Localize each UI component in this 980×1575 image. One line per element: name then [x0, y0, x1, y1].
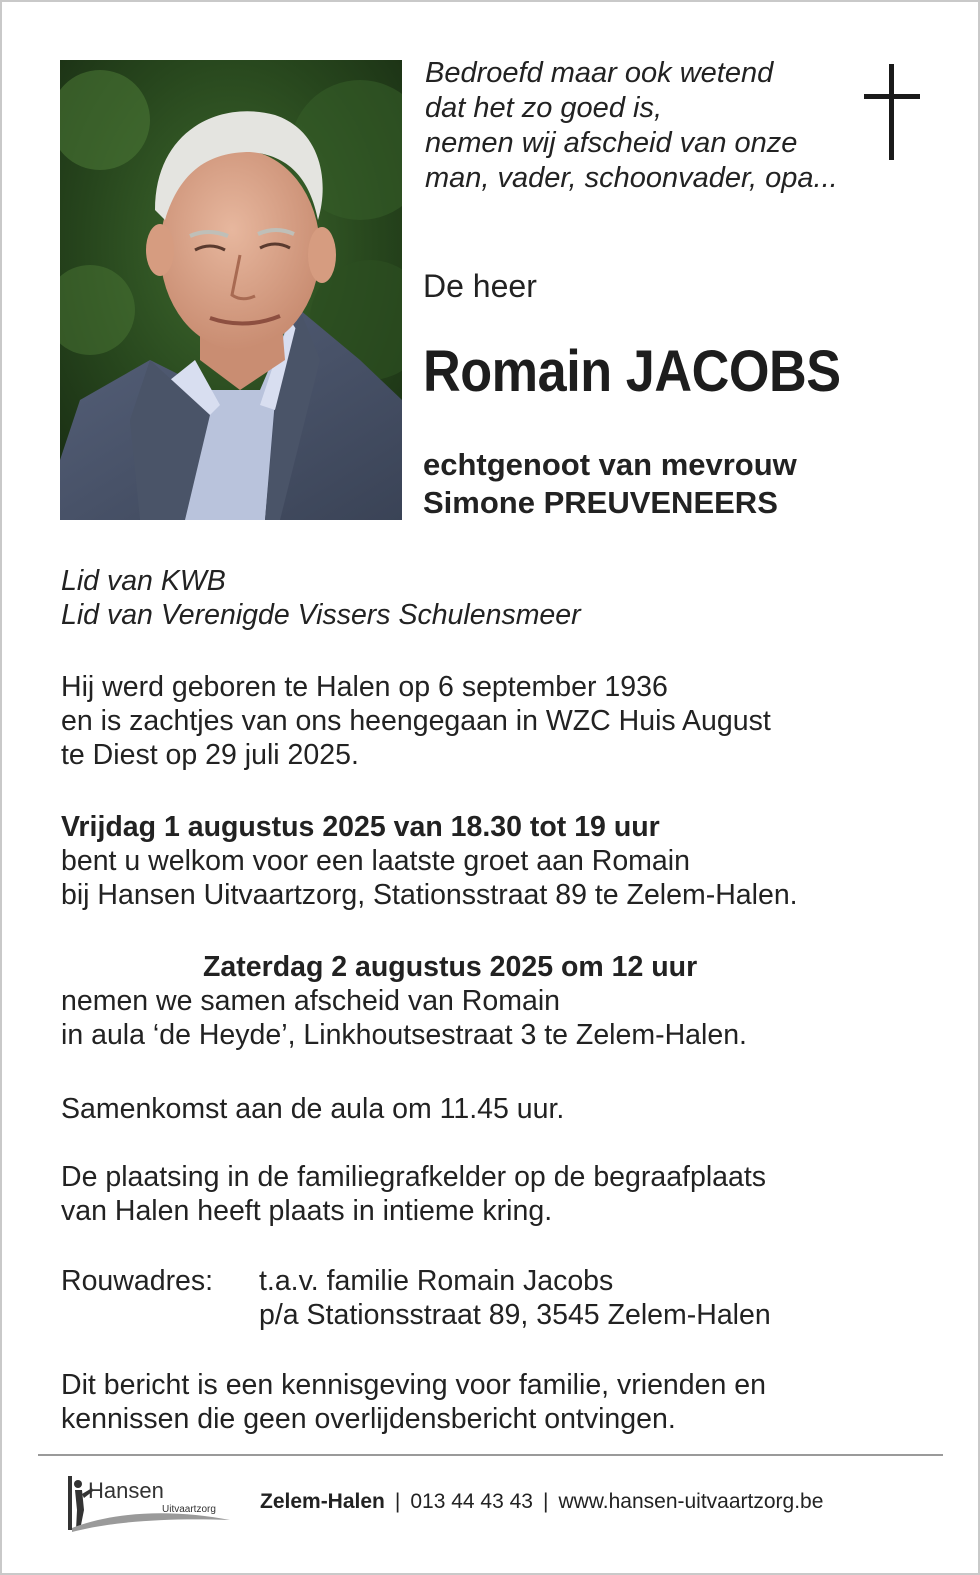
salutation: De heer — [423, 268, 537, 304]
burial-line: van Halen heeft plaats in intieme kring. — [61, 1195, 553, 1227]
address-line: p/a Stationsstraat 89, 3545 Zelem-Halen — [259, 1299, 771, 1331]
gathering-info — [61, 1092, 564, 1126]
logo-name: Hansen — [88, 1478, 164, 1503]
footer-divider — [38, 1454, 943, 1456]
birth-death-info — [61, 670, 771, 772]
footer-website-link[interactable]: www.hansen-uitvaartzorg.be — [558, 1490, 824, 1513]
spouse-info — [423, 446, 797, 522]
visitation-line: bent u welkom voor een laatste groet aan Romain — [61, 845, 690, 877]
portrait-photo — [60, 60, 402, 520]
notice-text — [61, 1368, 766, 1436]
visitation-line: bij Hansen Uitvaartzorg, Stationsstraat 89 te Zelem-Halen. — [61, 879, 798, 911]
birth-line: te Diest op 29 juli 2025. — [61, 739, 359, 771]
footer-phone[interactable]: 013 44 43 43 — [410, 1490, 533, 1513]
opening-quote — [425, 56, 838, 196]
quote-line: dat het zo goed is, — [425, 92, 662, 124]
address-line: t.a.v. familie Romain Jacobs — [259, 1265, 614, 1297]
quote-line: man, vader, schoonvader, opa... — [425, 162, 838, 194]
quote-line: Bedroefd maar ook wetend — [425, 57, 774, 89]
mourning-address — [61, 1264, 771, 1332]
farewell-info — [61, 950, 747, 1052]
membership-line: Lid van Verenigde Vissers Schulensmeer — [61, 599, 581, 631]
spouse-line: echtgenoot van mevrouw — [423, 447, 797, 482]
footer-place: Zelem-Halen — [260, 1490, 385, 1513]
hansen-logo — [58, 1470, 238, 1538]
farewell-heading: Zaterdag 2 augustus 2025 om 12 uur — [203, 951, 698, 983]
footer-separator: | — [542, 1490, 549, 1513]
birth-line: Hij werd geboren te Halen op 6 september 1936 — [61, 671, 668, 703]
burial-info — [61, 1160, 766, 1228]
cross-icon — [864, 64, 920, 165]
quote-line: nemen wij afscheid van onze — [425, 127, 798, 159]
deceased-name: Romain JACOBS — [423, 339, 841, 404]
farewell-line: in aula ‘de Heyde’, Linkhoutsestraat 3 te Zelem-Halen. — [61, 1019, 747, 1051]
visitation-heading: Vrijdag 1 augustus 2025 van 18.30 tot 19 uur — [61, 811, 660, 843]
footer-separator: | — [394, 1490, 401, 1513]
spouse-line: Simone PREUVENEERS — [423, 485, 778, 520]
membership-line: Lid van KWB — [61, 565, 226, 597]
burial-line: De plaatsing in de familiegrafkelder op de begraafplaats — [61, 1161, 767, 1193]
address-label: Rouwadres: — [61, 1265, 214, 1297]
memberships — [61, 564, 581, 632]
birth-line: en is zachtjes van ons heengegaan in WZC Huis August — [61, 705, 771, 737]
notice-line: kennissen die geen overlijdensbericht ontvingen. — [61, 1403, 676, 1435]
farewell-line: nemen we samen afscheid van Romain — [61, 985, 561, 1017]
logo-subtitle: Uitvaartzorg — [162, 1504, 216, 1515]
gathering-line: Samenkomst aan de aula om 11.45 uur. — [61, 1093, 565, 1125]
visitation-info — [61, 810, 798, 912]
notice-line: Dit bericht is een kennisgeving voor familie, vrienden en — [61, 1369, 766, 1401]
footer-contact — [260, 1490, 823, 1514]
